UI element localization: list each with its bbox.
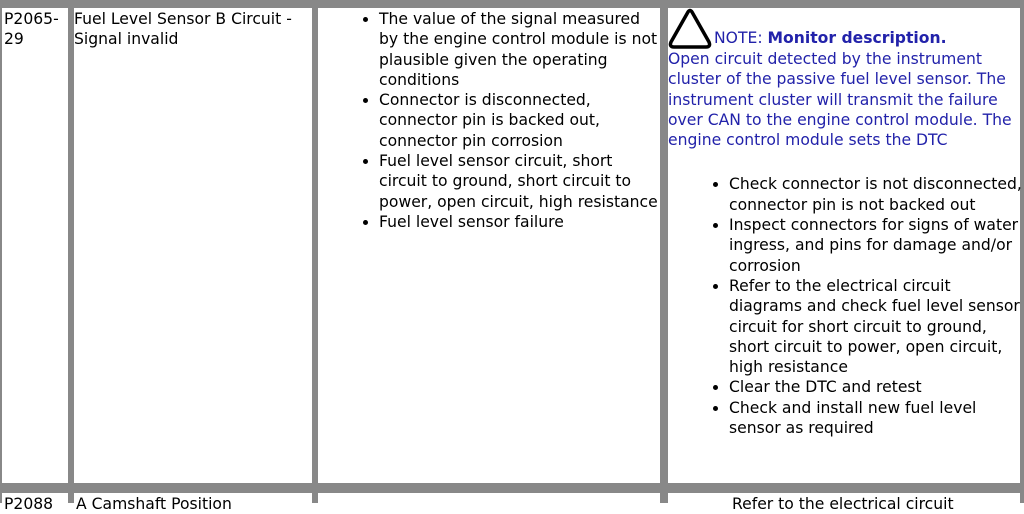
note-prefix: NOTE: xyxy=(714,29,768,47)
note-body: Open circuit detected by the instrument cluster of the passive fuel level sensor. The instrument cluster will transmit the failure over CAN to the engine control module. The engine control module sets the DTC xyxy=(668,50,1012,150)
cause-item: • Connector is disconnected, connector pin is backed out, connector pin corrosion xyxy=(379,90,660,151)
col-divider-2 xyxy=(68,0,74,503)
action-list xyxy=(668,174,1023,438)
col-divider-3 xyxy=(312,0,318,503)
possible-causes xyxy=(330,9,660,232)
cause-item: • Fuel level sensor failure xyxy=(379,212,660,232)
action-item: • Check connector is not disconnected, connector pin is not backed out xyxy=(729,174,1023,215)
col-divider-1 xyxy=(0,0,2,503)
action-item: • Check and install new fuel level sensor as required xyxy=(729,398,1023,439)
next-row-description: A Camshaft Position xyxy=(76,495,232,513)
dtc-description: Fuel Level Sensor B Circuit - Signal invalid xyxy=(74,10,292,49)
top-border xyxy=(0,0,1024,8)
warning-triangle-icon xyxy=(668,9,712,49)
next-row-action: Refer to the electrical circuit xyxy=(732,495,954,513)
note-title: Monitor description. xyxy=(767,29,947,47)
col-divider-4 xyxy=(660,0,668,503)
action-cell xyxy=(668,9,1023,438)
action-item: • Clear the DTC and retest xyxy=(729,377,1023,397)
note-block xyxy=(668,9,1023,150)
next-row-code: P2088 xyxy=(4,495,54,513)
dtc-code: P2065-29 xyxy=(4,10,59,49)
action-item: • Refer to the electrical circuit diagrams and check fuel level sensor circuit for short circuit to ground, short circuit to power, open circuit, high resistance xyxy=(729,276,1023,377)
bottom-border xyxy=(0,483,1024,493)
cause-list xyxy=(330,9,660,232)
cause-item: • The value of the signal measured by the engine control module is not plausible given the operating conditions xyxy=(379,9,660,90)
action-item: • Inspect connectors for signs of water ingress, and pins for damage and/or corrosion xyxy=(729,215,1023,276)
cause-item: • Fuel level sensor circuit, short circuit to ground, short circuit to power, open circuit, high resistance xyxy=(379,151,660,212)
